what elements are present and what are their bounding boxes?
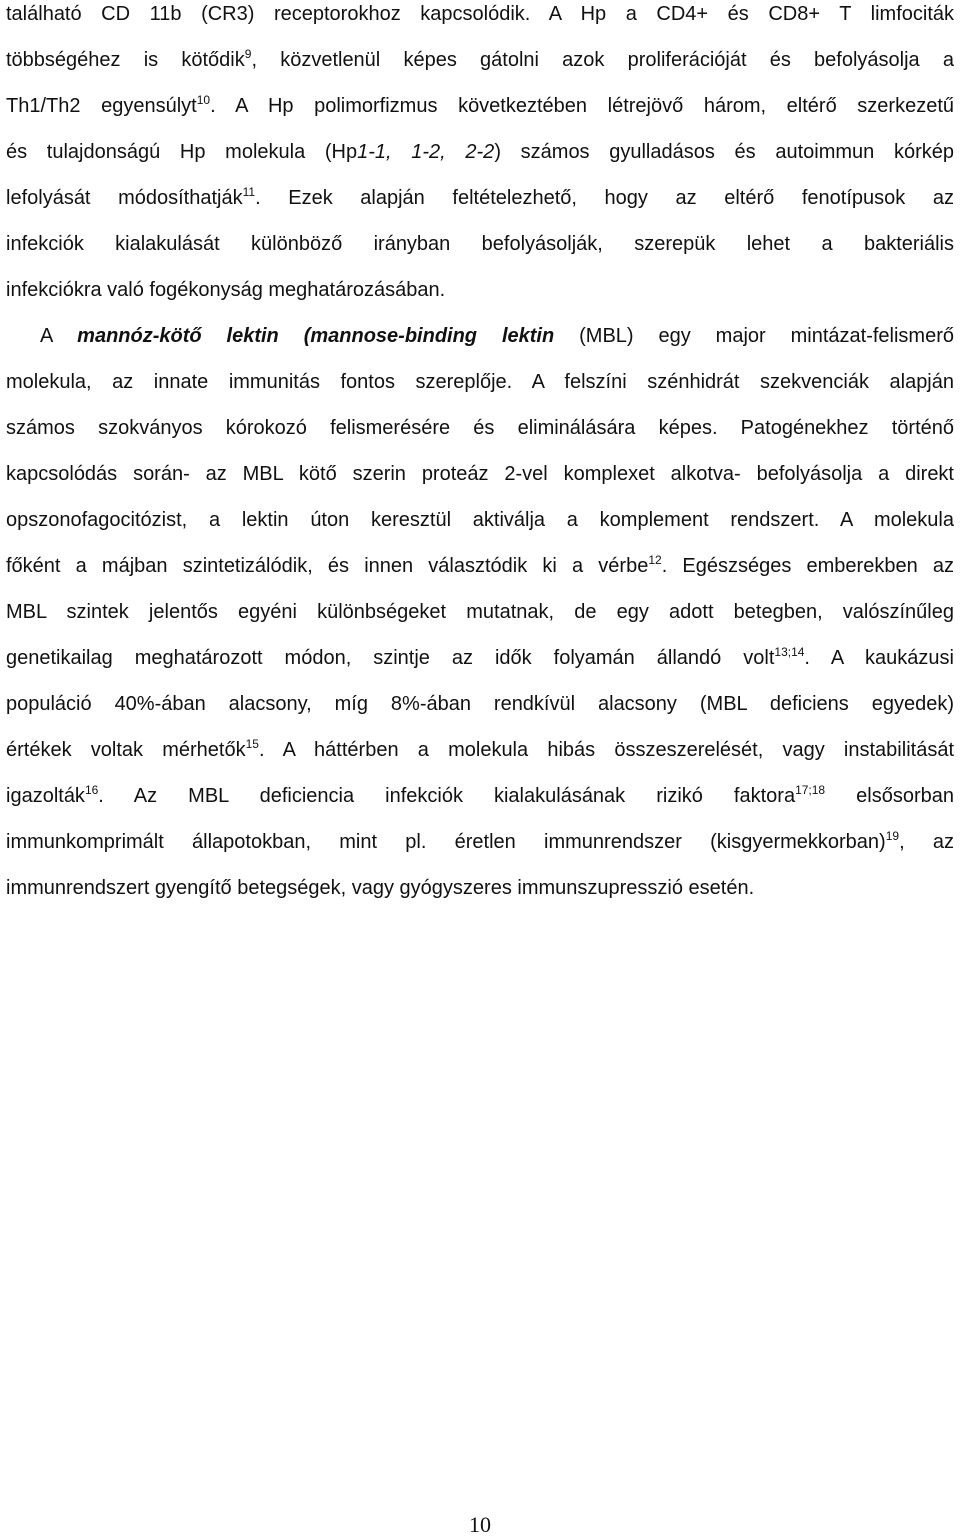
citation-superscript: 17;18 [795,783,826,797]
paragraph-1-line-2 [6,46,954,74]
text-run: immunrendszert gyengítő betegségek, vagy gyógyszeres immunszupresszió esetén. [6,877,755,899]
text-run: található CD 11b (CR3) receptorokhoz kapcsolódik. A Hp a CD4+ és CD8+ T limfociták [6,3,954,25]
text-run: Th1/Th2 egyensúlyt [6,95,197,117]
paragraph-2-line-9 [6,690,954,718]
text-run: genetikailag meghatározott módon, szintje az idők folyamán állandó volt [6,647,775,669]
text-run: és tulajdonságú Hp molekula (Hp [6,141,358,163]
paragraph-1-line-3 [6,92,954,120]
paragraph-1-line-6 [6,230,954,258]
text-run: , közvetlenül képes gátolni azok proliferációját és befolyásolja a [251,49,954,71]
text-run: immunkomprimált állapotokban, mint pl. éretlen immunrendszer (kisgyermekkorban) [6,831,886,853]
text-run: MBL szintek jelentős egyéni különbségeket mutatnak, de egy adott betegben, valószínűleg [6,601,954,623]
text-run: . Egészséges emberekben az [661,555,954,577]
paragraph-2-line-6 [6,552,954,580]
paragraph-2-line-8 [6,644,954,672]
text-run: A [40,325,78,347]
citation-superscript: 9 [244,47,252,61]
citation-superscript: 11 [242,185,256,199]
text-run: , az [899,831,954,853]
paragraph-2-line-11 [6,782,954,810]
text-run: populáció 40%-ában alacsony, míg 8%-ában rendkívül alacsony (MBL deficiens egyedek) [6,693,954,715]
citation-superscript: 10 [196,93,211,107]
text-run: . A háttérben a molekula hibás összeszerelését, vagy instabilitását [258,739,954,761]
text-run: molekula, az innate immunitás fontos szereplője. A felszíni szénhidrát szekvenciák alapján [6,371,954,393]
text-run: főként a májban szintetizálódik, és innen választódik ki a vérbe [6,555,649,577]
italic-text: 1-1, 1-2, 2-2 [357,141,495,163]
text-run: infekciók kialakulását különböző irányban befolyásolják, szerepük lehet a bakteriális [6,233,954,255]
text-run: ) számos gyulladásos és autoimmun kórkép [494,141,954,163]
text-run: . A kaukázusi [804,647,954,669]
paragraph-2-line-4 [6,460,954,488]
paragraph-1-line-5 [6,184,954,212]
text-run: elsősorban [825,785,954,807]
paragraph-2-line-7 [6,598,954,626]
citation-superscript: 12 [648,553,662,567]
citation-superscript: 13;14 [774,645,805,659]
text-run: (MBL) egy major mintázat-felismerő [554,325,954,347]
paragraph-1-line-4 [6,138,954,166]
paragraph-2-line-2 [6,368,954,396]
citation-superscript: 16 [84,783,99,797]
citation-superscript: 19 [885,829,900,843]
paragraph-2-line-13 [6,874,954,902]
paragraph-2-line-1 [40,322,954,350]
paragraph-2-line-10 [6,736,954,764]
text-run: igazolták [6,785,85,807]
text-run: számos szokványos kórokozó felismerésére és eliminálására képes. Patogénekhez történő [6,417,954,439]
page-number: 10 [469,1512,491,1537]
text-run: . Ezek alapján feltételezhető, hogy az eltérő fenotípusok az [255,187,954,209]
text-run: értékek voltak mérhetők [6,739,246,761]
text-run: lefolyását módosíthatják [6,187,243,209]
text-run: . A Hp polimorfizmus következtében létrejövő három, eltérő szerkezetű [210,95,955,117]
citation-superscript: 15 [245,737,259,751]
text-run: infekciókra való fogékonyság meghatározásában. [6,279,446,301]
paragraph-2-line-12 [6,828,954,856]
text-run: többségéhez is kötődik [6,49,245,71]
paragraph-2-line-3 [6,414,954,442]
text-run: opszonofagocitózist, a lektin úton keresztül aktiválja a komplement rendszert. A molekula [6,509,954,531]
text-run: . Az MBL deficiencia infekciók kialakulásának rizikó faktora [98,785,796,807]
paragraph-1-line-1 [6,0,954,28]
paragraph-1-line-7 [6,276,954,304]
text-run: kapcsolódás során- az MBL kötő szerin proteáz 2-vel komplexet alkotva- befolyásolja a direkt [6,463,954,485]
bold-italic-term: mannóz-kötő lektin (mannose-binding lektin [77,325,555,347]
paragraph-2-line-5 [6,506,954,534]
